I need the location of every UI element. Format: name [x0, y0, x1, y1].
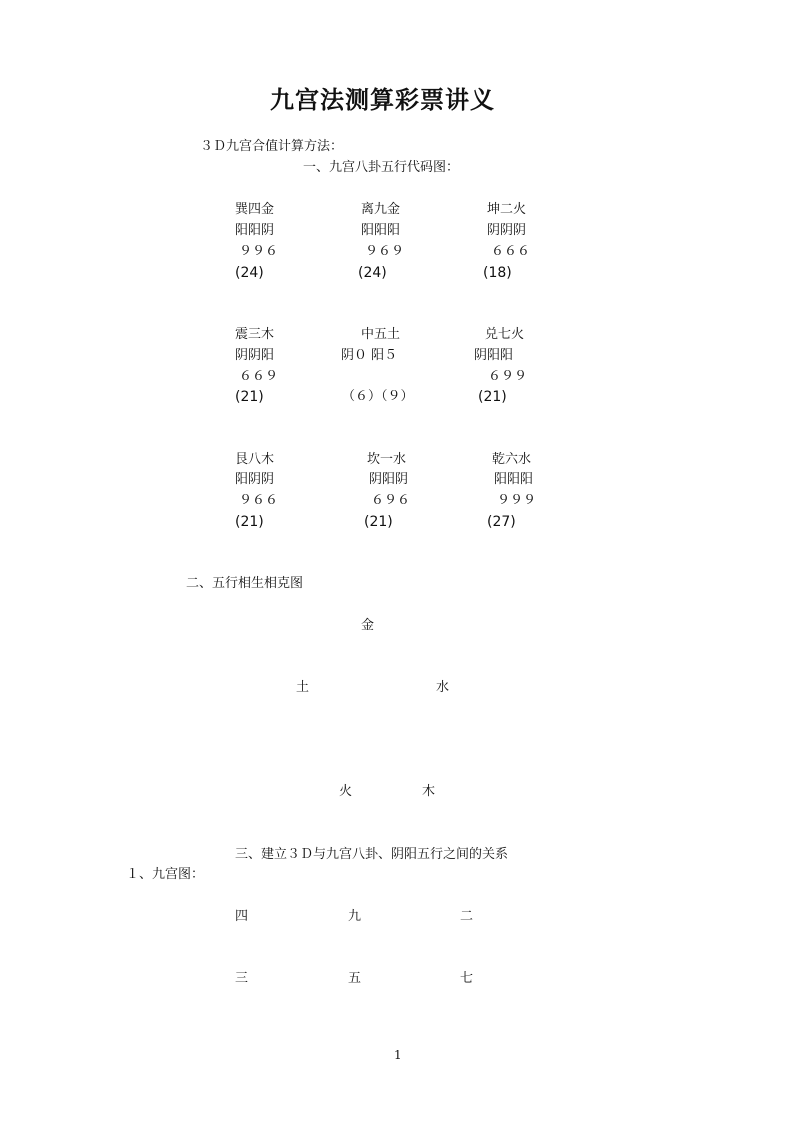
trigram-sum: (21) [478, 389, 507, 405]
element-earth: 土 [296, 680, 310, 695]
palace-cell: 二 [460, 909, 474, 924]
palace-cell: 五 [348, 971, 362, 986]
section1-heading: 一、九宫八卦五行代码图： [303, 160, 460, 175]
palace-cell: 九 [348, 909, 362, 924]
trigram-yinyang: 阴阳阴 [369, 472, 409, 487]
trigram-digits: ９６６ [239, 493, 279, 508]
trigram-yinyang: 阴０ 阳５ [341, 348, 398, 363]
trigram-name: 坤二火 [487, 202, 527, 217]
section3-heading: 三、建立３Ｄ与九宫八卦、阴阳五行之间的关系 [235, 847, 509, 862]
trigram-sum: (21) [235, 514, 264, 530]
palace-cell: 四 [235, 909, 249, 924]
trigram-yinyang: 阳阳阴 [235, 223, 275, 238]
page-number: 1 [394, 1048, 402, 1062]
trigram-yinyang: 阴阴阳 [235, 348, 275, 363]
element-wood: 木 [422, 784, 436, 799]
trigram-yinyang: 阴阴阴 [487, 223, 527, 238]
trigram-name: 震三木 [235, 327, 275, 342]
trigram-sum: （６）（９） [342, 389, 414, 404]
element-metal: 金 [361, 618, 375, 633]
section3-subheading: １、九宫图： [126, 867, 205, 882]
element-fire: 火 [339, 784, 353, 799]
trigram-digits: ６６６ [491, 244, 531, 259]
trigram-sum: (21) [364, 514, 393, 530]
trigram-yinyang: 阳阳阳 [494, 472, 534, 487]
trigram-name: 中五土 [361, 327, 401, 342]
trigram-digits: ９６９ [365, 244, 405, 259]
trigram-name: 离九金 [361, 202, 401, 217]
trigram-digits: ６９６ [371, 493, 411, 508]
trigram-digits: ６６９ [239, 369, 279, 384]
trigram-digits: ９９６ [239, 244, 279, 259]
trigram-name: 兑七火 [485, 327, 525, 342]
trigram-sum: (21) [235, 389, 264, 405]
trigram-yinyang: 阴阳阳 [474, 348, 514, 363]
trigram-sum: (27) [487, 514, 516, 530]
section2-heading: 二、五行相生相克图 [186, 576, 304, 591]
palace-cell: 三 [235, 971, 249, 986]
element-water: 水 [436, 680, 450, 695]
trigram-sum: (18) [483, 265, 512, 281]
trigram-yinyang: 阳阴阴 [235, 472, 275, 487]
trigram-name: 坎一水 [367, 452, 407, 467]
page-title: 九宫法测算彩票讲义 [270, 85, 495, 114]
trigram-name: 乾六水 [492, 452, 532, 467]
trigram-name: 艮八木 [235, 452, 275, 467]
trigram-sum: (24) [235, 265, 264, 281]
trigram-name: 巽四金 [235, 202, 275, 217]
trigram-digits: ６９９ [488, 369, 528, 384]
trigram-digits: ９９９ [497, 493, 537, 508]
trigram-yinyang: 阳阳阳 [361, 223, 401, 238]
trigram-sum: (24) [358, 265, 387, 281]
palace-cell: 七 [460, 971, 474, 986]
intro-text: ３Ｄ九宫合值计算方法： [200, 139, 344, 154]
